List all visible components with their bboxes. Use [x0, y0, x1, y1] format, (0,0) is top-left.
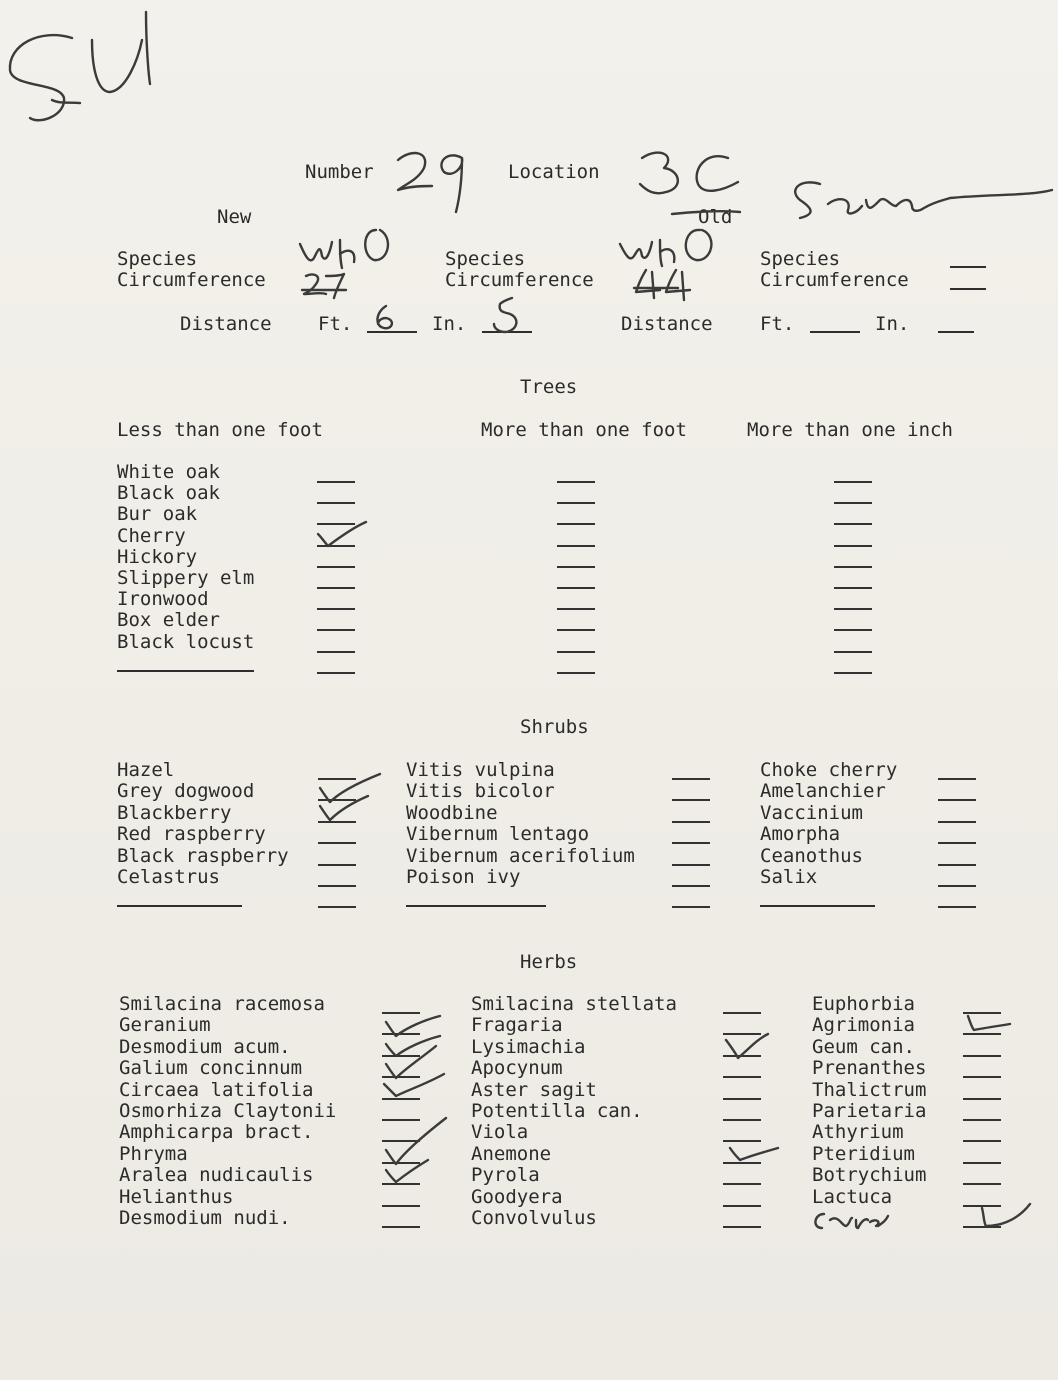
herb-item-potentilla-can: Potentilla can. [471, 1100, 643, 1122]
species-label-old: Species [445, 248, 526, 270]
new-label: New [217, 206, 252, 228]
herb-item-geranium: Geranium [119, 1014, 211, 1037]
trees-col-more-than-one-inch: More than one inch [747, 419, 953, 441]
shrub-item-red-raspberry: Red raspberry [117, 823, 266, 846]
herb-item-circaea-latifolia: Circaea latifolia [119, 1078, 314, 1101]
herb-item-lysimachia: Lysimachia [471, 1035, 586, 1058]
shrub-item-vibernum-lentago: Vibernum lentago [406, 823, 590, 846]
old-note [800, 190, 803, 191]
herb-item-helianthus: Helianthus [119, 1185, 234, 1208]
shrub-item-blackberry: Blackberry [117, 801, 232, 824]
corner-mark-s-line [52, 100, 80, 103]
circumference-label-old: Circumference [445, 269, 594, 291]
herb-item-fragaria: Fragaria [471, 1014, 563, 1037]
herb-item-desmodium-acum: Desmodium acum. [119, 1035, 291, 1058]
shrub-item-grey-dogwood: Grey dogwood [117, 780, 255, 803]
herb-item-thalictrum: Thalictrum [812, 1078, 927, 1101]
ft-label-old: Ft. [760, 313, 795, 335]
corner-mark-s [10, 35, 72, 120]
distance-label-old: Distance [621, 313, 713, 335]
shrub-item-hazel: Hazel [117, 759, 175, 781]
herb-item-desmodium-nudi: Desmodium nudi. [119, 1207, 291, 1229]
in-label-new: In. [432, 313, 467, 335]
herb-item-amphicarpa-bract: Amphicarpa bract. [119, 1121, 314, 1144]
cherry-check-mark [318, 522, 366, 546]
galium-check-mark [386, 1046, 436, 1078]
old-circumference [640, 276, 641, 277]
herb-extra-value [815, 1214, 888, 1228]
phryma-check-mark [386, 1118, 446, 1164]
trees-col-more-than-one-foot: More than one foot [481, 419, 687, 441]
desmodium-acum-check-mark [386, 1036, 440, 1056]
herb-item-apocynum: Apocynum [471, 1057, 563, 1080]
distance-ft [380, 310, 381, 311]
species-label-new: Species [117, 248, 198, 270]
anemone-check-mark [730, 1148, 778, 1160]
shrub-item-black-raspberry: Black raspberry [117, 844, 289, 867]
tree-item-slippery-elm: Slippery elm [117, 567, 255, 589]
lysimachia-check-mark [726, 1034, 768, 1058]
shrub-item-ceanothus: Ceanothus [760, 844, 863, 867]
old-label: Old [698, 206, 733, 228]
agrimonia-check-mark [968, 1016, 1010, 1030]
shrub-item-amelanchier: Amelanchier [760, 780, 886, 803]
circumference-label-third: Circumference [760, 269, 909, 291]
tree-item-black-locust: Black locust [117, 630, 255, 653]
herb-item-phryma: Phryma [119, 1142, 188, 1165]
shrub-item-vaccinium: Vaccinium [760, 801, 863, 824]
circumference-label-new: Circumference [117, 269, 266, 291]
location-value-c [697, 156, 738, 191]
number-label: Number [305, 161, 374, 183]
old-species-value [620, 230, 711, 266]
new-species-value [300, 230, 388, 268]
number-value [400, 160, 401, 161]
herb-item-anemone: Anemone [471, 1142, 552, 1165]
shrub-item-vibernum-acerifolium: Vibernum acerifolium [406, 844, 635, 867]
herb-item-aster-sagit: Aster sagit [471, 1078, 597, 1101]
old-note-same [795, 182, 1052, 218]
herb-item-lactuca: Lactuca [812, 1185, 893, 1208]
shrub-item-woodbine: Woodbine [406, 801, 498, 824]
trees-section-title: Trees [520, 376, 578, 398]
shrubs-section-title: Shrubs [520, 716, 589, 738]
herb-item-euphorbia: Euphorbia [812, 993, 915, 1015]
herb-item-pyrola: Pyrola [471, 1164, 540, 1187]
tree-item-bur-oak: Bur oak [117, 503, 198, 526]
tree-item-cherry: Cherry [117, 524, 186, 547]
herb-item-botrychium: Botrychium [812, 1164, 927, 1187]
new-circumference [306, 276, 307, 277]
tree-item-ironwood: Ironwood [117, 588, 209, 611]
distance-in-value [494, 298, 516, 332]
trees-col-less-than-one-foot: Less than one foot [117, 419, 323, 441]
tree-item-black-oak: Black oak [117, 482, 220, 505]
herb-item-athyrium: Athyrium [812, 1121, 904, 1144]
herb-item-viola: Viola [471, 1121, 529, 1144]
herb-item-pteridium: Pteridium [812, 1142, 915, 1165]
corner-mark-u [92, 12, 150, 92]
geranium-check-mark [386, 1016, 440, 1036]
herb-item-convolvulus: Convolvulus [471, 1207, 597, 1229]
shrub-item-choke-cherry: Choke cherry [760, 759, 898, 781]
herb-item-smilacina-stellata: Smilacina stellata [471, 993, 677, 1015]
location-label: Location [508, 161, 600, 183]
herb-extra [814, 1214, 817, 1215]
grey-dogwood-check-mark [320, 774, 380, 802]
shrub-item-poison-ivy: Poison ivy [406, 866, 521, 888]
circaea-check-mark [384, 1074, 444, 1096]
shrub-item-vitis-bicolor: Vitis bicolor [406, 780, 555, 803]
old-strike [672, 211, 740, 214]
shrub-item-vitis-vulpina: Vitis vulpina [406, 759, 555, 781]
herb-item-aralea-nudicaulis: Aralea nudicaulis [119, 1164, 314, 1187]
number-value-2 [398, 153, 432, 190]
corner-mark [14, 40, 15, 41]
number-value-9 [441, 155, 462, 212]
herb-item-galium-concinnum: Galium concinnum [119, 1057, 303, 1080]
old-circumference-value [634, 270, 690, 300]
distance-label-new: Distance [180, 313, 272, 335]
shrub-item-celastrus: Celastrus [117, 866, 220, 888]
tree-item-white-oak: White oak [117, 461, 220, 483]
location-value-3 [640, 153, 678, 194]
shrub-item-amorpha: Amorpha [760, 823, 841, 846]
herb-item-agrimonia: Agrimonia [812, 1014, 915, 1037]
shrub-item-salix: Salix [760, 866, 818, 888]
in-label-old: In. [875, 313, 910, 335]
new-species [302, 240, 304, 241]
species-label-third: Species [760, 248, 841, 270]
ft-label-new: Ft. [318, 313, 353, 335]
aralea-check-mark [386, 1160, 428, 1182]
herb-item-prenanthes: Prenanthes [812, 1057, 927, 1080]
new-circumference-value [302, 274, 346, 298]
herb-extra-bracket [982, 1204, 1030, 1226]
distance-in [496, 304, 497, 305]
herb-item-parietaria: Parietaria [812, 1100, 927, 1122]
location-value [642, 160, 643, 161]
herb-item-geum-can: Geum can. [812, 1035, 915, 1058]
herb-item-smilacina-racemosa: Smilacina racemosa [119, 993, 325, 1015]
herb-item-osmorhiza-claytonii: Osmorhiza Claytonii [119, 1100, 337, 1122]
old-species [622, 240, 624, 241]
herb-item-goodyera: Goodyera [471, 1185, 563, 1208]
tree-item-box-elder: Box elder [117, 609, 220, 632]
herbs-section-title: Herbs [520, 951, 578, 973]
tree-item-hickory: Hickory [117, 545, 198, 568]
